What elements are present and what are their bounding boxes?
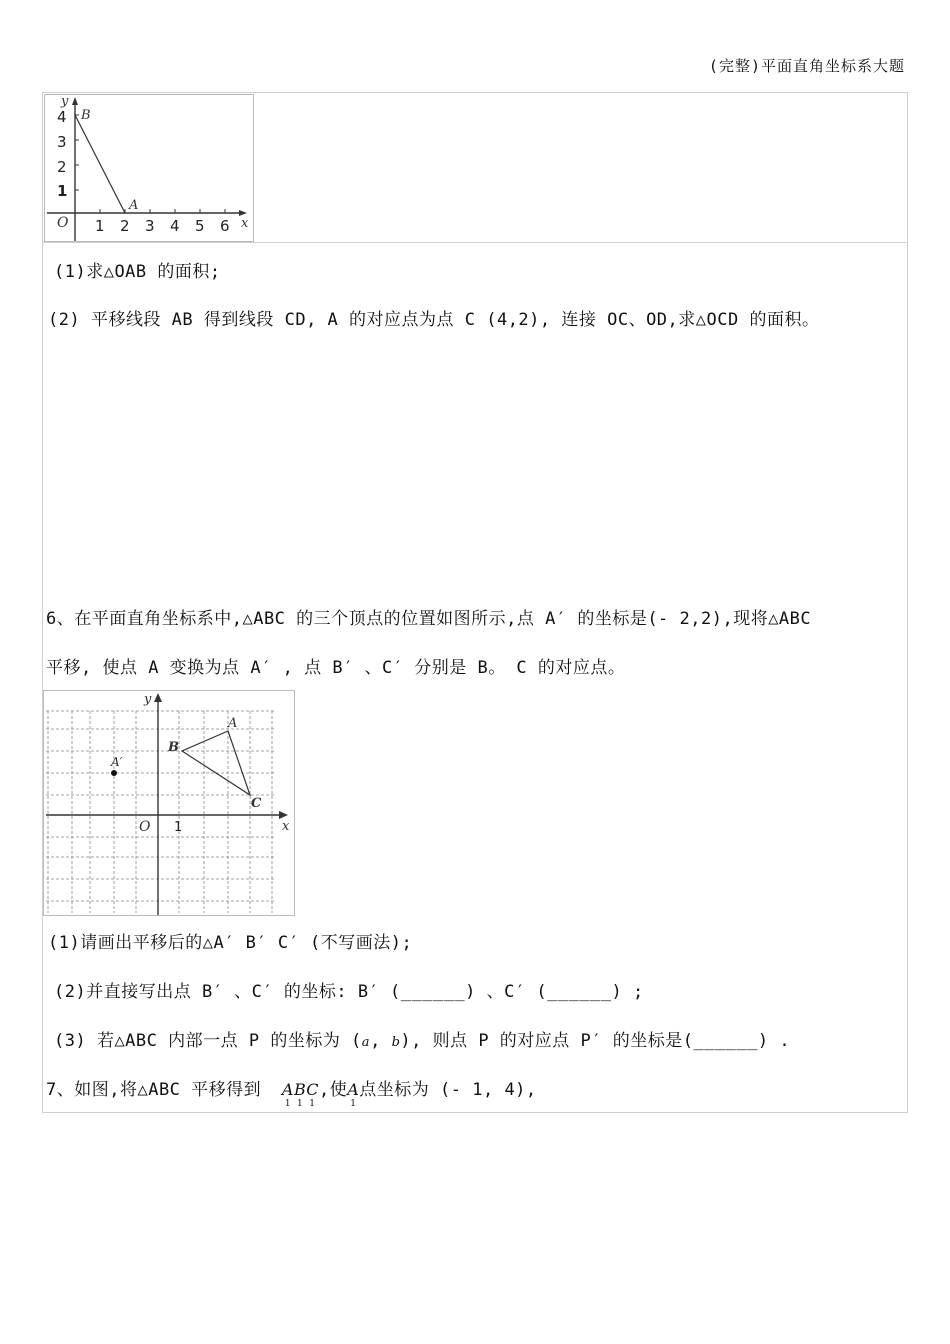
- q7-symbol-a1: A 1: [347, 1080, 360, 1109]
- fig1-x-label: x: [241, 216, 249, 231]
- fig1-y-tick-4: 4: [57, 108, 67, 126]
- fig2-origin-label: O: [139, 819, 151, 835]
- fig1-origin-label: O: [57, 215, 69, 231]
- q6-part-3-start: (3) 若△ABC 内部一点 P 的坐标为 (: [54, 1031, 362, 1051]
- fig1-point-b-label: B: [81, 108, 91, 123]
- figure-1-graph: [44, 94, 254, 242]
- fig1-y-tick-3: 3: [57, 133, 67, 151]
- fig1-segment-ab: [75, 115, 125, 213]
- q7-symbol-b: B 1: [293, 1080, 307, 1109]
- q5-part-1: (1)求△OAB 的面积;: [54, 262, 221, 282]
- q6-var-b: b: [391, 1035, 401, 1050]
- fig1-y-label: y: [61, 95, 69, 109]
- fig2-grid-vertical: [48, 711, 272, 913]
- fig2-triangle-abc: [182, 731, 250, 795]
- q6-part-3-comma: ,: [370, 1031, 381, 1051]
- q6-part-1: (1)请画出平移后的△A′ B′ C′ (不写画法);: [48, 933, 413, 953]
- figure-2-grid-graph: [43, 690, 295, 916]
- fig2-x-arrow: [279, 811, 288, 819]
- q6-line-1: 6、在平面直角坐标系中,△ABC 的三个顶点的位置如图所示,点 A′ 的坐标是(- 2,2),现将△ABC: [46, 609, 812, 629]
- q6-part-3-end: ), 则点 P 的对应点 P′ 的坐标是(______) .: [400, 1031, 791, 1051]
- q7-symbol-c: C 1: [306, 1080, 319, 1109]
- fig2-x-label: x: [282, 819, 290, 834]
- figure-1-svg: [45, 95, 253, 241]
- fig2-point-a-prime-label: A′: [111, 755, 123, 769]
- q7-symbol-a: A 1: [281, 1080, 294, 1109]
- fig1-x-tick-2: 2: [120, 217, 130, 235]
- q6-part-2: (2)并直接写出点 B′ 、C′ 的坐标: B′ (______) 、C′ (______) ;: [54, 982, 644, 1002]
- q6-part-3: [54, 1026, 790, 1051]
- fig1-y-arrow: [72, 97, 78, 105]
- fig1-y-tick-1: 1: [57, 182, 68, 200]
- q7-suffix: 点坐标为 (- 1, 4),: [359, 1080, 537, 1100]
- frame-left-border: [42, 92, 43, 1112]
- q6-line-2: 平移, 使点 A 变换为点 A′ , 点 B′ 、C′ 分别是 B。 C 的对应点。: [46, 658, 626, 678]
- fig2-point-a-label: A: [228, 716, 238, 731]
- fig1-point-a-label: A: [129, 198, 139, 213]
- fig1-x-tick-3: 3: [145, 217, 155, 235]
- fig1-x-tick-6: 6: [220, 217, 230, 235]
- fig2-point-b-label: B: [168, 740, 179, 755]
- fig2-grid-horizontal: [46, 711, 276, 901]
- figure-2-svg: [44, 691, 294, 915]
- fig1-x-tick-1: 1: [95, 217, 105, 235]
- frame-bottom-border: [42, 1112, 908, 1113]
- q6-var-a: a: [361, 1035, 371, 1050]
- q7-a1b1c1-symbol: [281, 1080, 319, 1109]
- q7-middle: ,使: [318, 1080, 348, 1100]
- fig1-y-tick-2: 2: [57, 158, 67, 176]
- fig2-point-c-label: C: [251, 796, 262, 811]
- q7-line: [46, 1075, 537, 1109]
- fig1-x-tick-4: 4: [170, 217, 180, 235]
- fig1-x-tick-5: 5: [195, 217, 205, 235]
- fig2-point-a-prime: [111, 770, 117, 776]
- frame-top-border: [42, 92, 908, 93]
- fig2-y-arrow: [154, 693, 162, 702]
- frame-right-border: [907, 92, 908, 1112]
- fig2-x-tick-1: 1: [174, 820, 183, 835]
- fig2-y-label: y: [144, 692, 152, 707]
- q7-prefix: 7、如图,将△ABC 平移得到: [46, 1080, 262, 1100]
- q5-part-2: (2) 平移线段 AB 得到线段 CD, A 的对应点为点 C (4,2), 连接 OC、OD,求△OCD 的面积。: [48, 310, 820, 330]
- page-header: (完整)平面直角坐标系大题: [708, 57, 905, 75]
